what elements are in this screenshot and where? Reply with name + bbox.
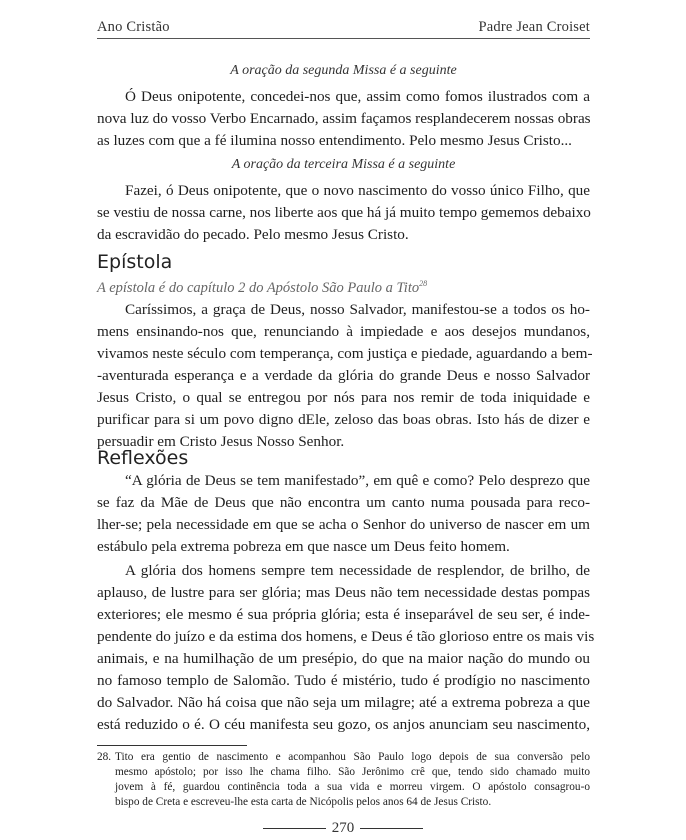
text-line: aplauso, de lustre para ser glória; mas Deus não tem necessidade destas pompas (97, 584, 590, 601)
epistle-subtitle-text: A epístola é do capítulo 2 do Apóstolo São Paulo a Tito (97, 280, 420, 296)
page-number-rule-right (360, 828, 423, 829)
text-line: se vestiu de nossa carne, nos liberte aos que há já muito tempo gememos debaixo (97, 204, 591, 221)
text-line: as luzes com que a fé ilumina nosso entendimento. Pelo mesmo Jesus Cristo... (97, 132, 572, 149)
footnote-rule (97, 745, 247, 746)
footnote-ref[interactable]: 28 (419, 279, 428, 289)
epistle-subtitle (97, 279, 590, 297)
running-header (97, 19, 590, 37)
page-number: 270 (331, 820, 355, 836)
reflections-paragraph-1 (97, 470, 590, 558)
footnote-line: Tito era gentio de nascimento e acompanhou São Paulo logo depois de sua conversão pelo (115, 751, 590, 763)
header-rule (97, 38, 590, 39)
text-line: A glória dos homens sempre tem necessidade de resplendor, de brilho, de (125, 562, 590, 579)
page-footer (0, 819, 686, 837)
footnote-line: bispo de Creta e escreveu-lhe esta carta de Nicópolis pelos anos 64 de Jesus Cristo. (115, 796, 492, 808)
prayer3-title: A oração da terceira Missa é a seguinte (231, 157, 456, 172)
prayer2-title: A oração da segunda Missa é a seguinte (230, 63, 457, 78)
author-name: Padre Jean Croiset (478, 19, 590, 35)
reflections-heading: Reflexões (97, 447, 189, 469)
text-line: animais, e na humilhação de um presépio, do que na maior nação do mundo ou (97, 650, 590, 667)
text-line: se faz da Mãe de Deus que não encontra um canto numa pousada para reco- (97, 494, 590, 511)
footnote-line: jovem à fé, guardou continência toda a sua vida e morreu virgem. O apóstolo consagrou-o (115, 781, 590, 793)
text-line: exteriores; ele mesmo é sua própria glória; esta é inseparável de seu ser, é inde- (97, 606, 590, 623)
text-line: purificar para si um povo digno dEle, zeloso das boas obras. Isto hás de dizer e (97, 411, 590, 428)
text-line: Jesus Cristo, o qual se entregou por nós para nos remir de toda iniquidade e (97, 389, 590, 406)
reflections-paragraph-2 (97, 560, 595, 736)
text-line: persuadir em Cristo Jesus Nosso Senhor. (97, 433, 345, 450)
footnote (97, 750, 590, 810)
epistle-paragraph (97, 299, 593, 453)
text-line: no famoso templo de Salomão. Tudo é mistério, tudo é prodígio no nascimento (97, 672, 590, 689)
page-number-rule-left (263, 828, 326, 829)
text-line: -aventurada esperança e a verdade da glória do grande Deus e nosso Salvador (97, 367, 590, 384)
book-title: Ano Cristão (97, 19, 170, 35)
text-line: lher-se; pela necessidade em que se acha o Senhor do universo de nascer em um (97, 516, 590, 533)
epistle-heading: Epístola (97, 251, 173, 273)
text-line: Fazei, ó Deus onipotente, que o novo nascimento do vosso único Filho, que (125, 182, 590, 199)
prayer3-paragraph (97, 180, 590, 246)
text-line: pendente do juízo e da estima dos homens, e Deus é tão glorioso entre os mais vis (97, 628, 595, 645)
text-line: vivamos neste século com temperança, com justiça e piedade, aguardando a bem- (97, 345, 593, 362)
footnote-number: 28. (97, 751, 112, 763)
text-line: está reduzido o é. O céu manifesta seu gozo, os anjos anunciam seu nascimento, (97, 716, 590, 733)
text-line: Caríssimos, a graça de Deus, nosso Salvador, manifestou-se a todos os ho- (125, 301, 590, 318)
footnote-line: mesmo apóstolo; por isso lhe chama filho. São Jerônimo crê que, tendo sido chamado muito (115, 766, 590, 778)
text-line: estábulo pela extrema pobreza em que nasce um Deus feito homem. (97, 538, 510, 555)
text-line: da escravidão do pecado. Pelo mesmo Jesus Cristo. (97, 226, 409, 243)
text-line: do Salvador. Não há coisa que não seja um milagre; até a extrema pobreza a que (97, 694, 590, 711)
text-line: “A glória de Deus se tem manifestado”, em quê e como? Pelo desprezo que (125, 472, 590, 489)
text-line: Ó Deus onipotente, concedei-nos que, assim como fomos ilustrados com a (125, 88, 590, 105)
text-line: nova luz do vosso Verbo Encarnado, assim façamos resplandecerem nossas obras (97, 110, 591, 127)
text-line: mens ensinando-nos que, renunciando à impiedade e aos desejos mundanos, (97, 323, 590, 340)
prayer2-paragraph (97, 86, 590, 152)
